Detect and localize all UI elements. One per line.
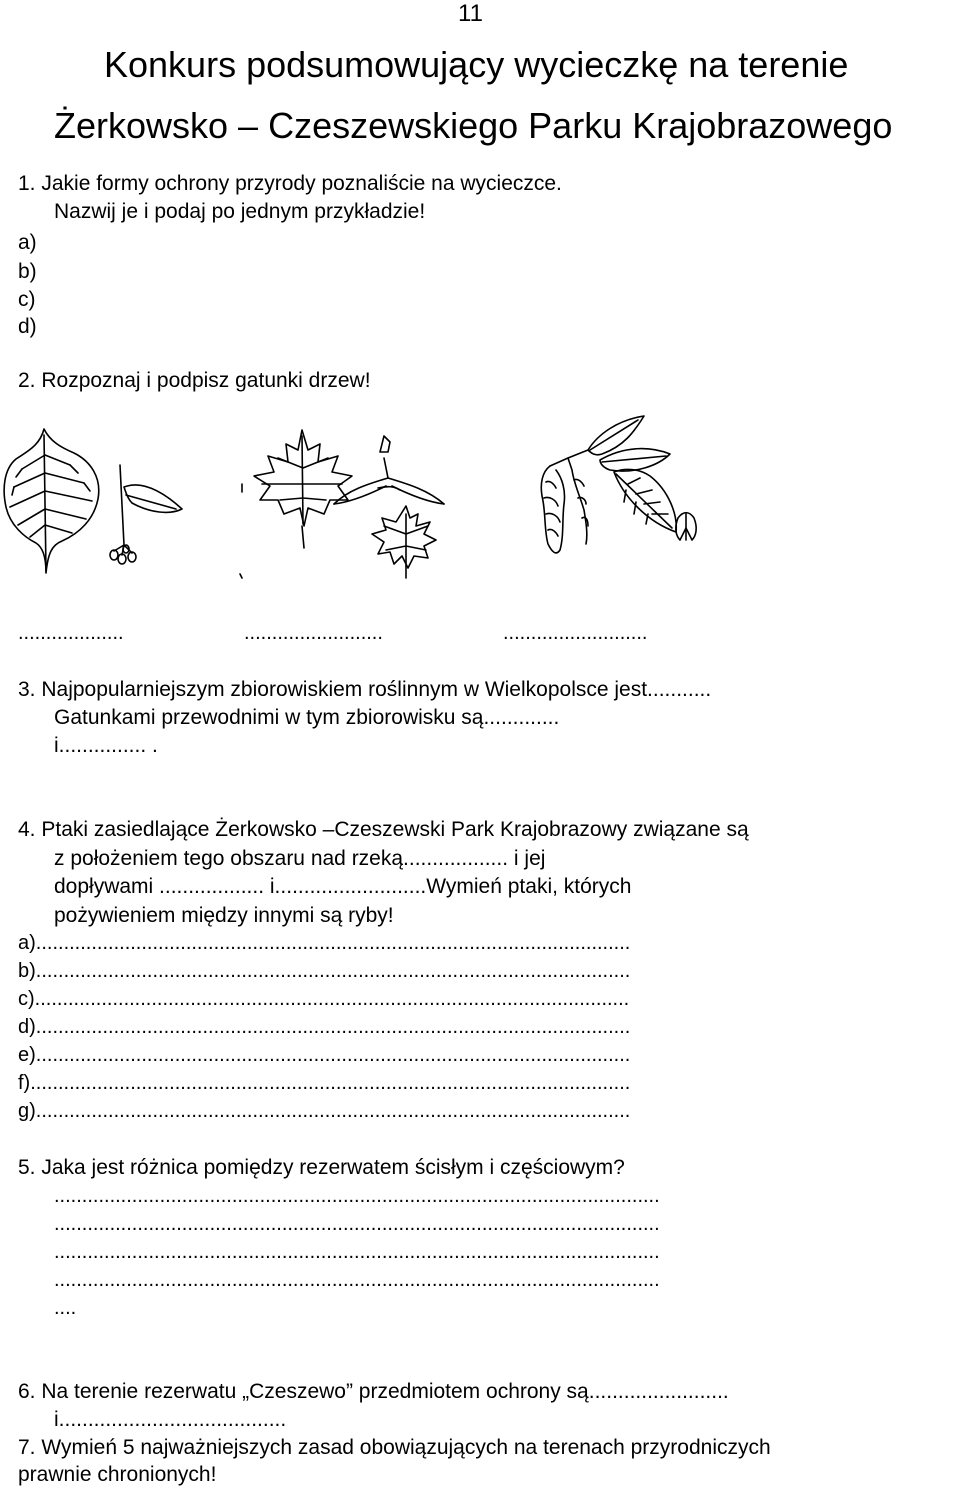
- q4-answer-e[interactable]: e)...........................................................................................................: [18, 1044, 631, 1066]
- question-5: 5. Jaka jest różnica pomiędzy rezerwatem ścisłym i częściowym?: [18, 1156, 625, 1179]
- q4-answer-b[interactable]: b)...........................................................................................................: [18, 960, 631, 982]
- q5-answer-line-5[interactable]: ....: [54, 1297, 77, 1319]
- maple-leaf-icon: [238, 428, 458, 583]
- question-4-line2: z położeniem tego obszaru nad rzeką.................. i jej: [54, 847, 546, 870]
- hornbeam-leaf-icon: [528, 410, 748, 570]
- q5-answer-line-3[interactable]: .............................................................................................................: [54, 1241, 660, 1263]
- page-title: Konkurs podsumowujący wycieczkę na terenie: [104, 44, 849, 85]
- q1-option-a: a): [18, 231, 37, 254]
- q4-answer-c[interactable]: c)...........................................................................................................: [18, 988, 630, 1010]
- question-6-line2[interactable]: i.......................................: [54, 1408, 287, 1431]
- q4-answer-a[interactable]: a)...........................................................................................................: [18, 932, 631, 954]
- question-4-line3: dopływami .................. i..........................Wymień ptaki, których: [54, 875, 632, 898]
- question-7: 7. Wymień 5 najważniejszych zasad obowiązujących na terenach przyrodniczych: [18, 1436, 771, 1459]
- tree-answer-blank-3[interactable]: ..........................: [503, 622, 648, 644]
- q4-answer-g[interactable]: g)...........................................................................................................: [18, 1100, 631, 1122]
- q5-answer-line-1[interactable]: .............................................................................................................: [54, 1185, 660, 1207]
- question-6: 6. Na terenie rezerwatu „Czeszewo” przedmiotem ochrony są........................: [18, 1380, 729, 1403]
- q5-answer-line-4[interactable]: .............................................................................................................: [54, 1269, 660, 1291]
- q1-option-d: d): [18, 315, 37, 338]
- question-1: 1. Jakie formy ochrony przyrody poznaliście na wycieczce.: [18, 172, 562, 195]
- question-2: 2. Rozpoznaj i podpisz gatunki drzew!: [18, 369, 371, 392]
- question-3-line3: i............... .: [54, 734, 158, 757]
- tree-answer-blank-1[interactable]: ...................: [18, 622, 124, 644]
- question-7-line2: prawnie chronionych!: [18, 1463, 217, 1486]
- question-3-line2: Gatunkami przewodnimi w tym zbiorowisku są.............: [54, 706, 560, 729]
- q1-option-c: c): [18, 288, 36, 311]
- q1-option-b: b): [18, 260, 37, 283]
- linden-leaf-icon: [0, 425, 200, 580]
- question-1-line2: Nazwij je i podaj po jednym przykładzie!: [54, 200, 426, 223]
- page-number: 11: [458, 0, 483, 27]
- q4-answer-d[interactable]: d)...........................................................................................................: [18, 1016, 631, 1038]
- page-title-line2: Żerkowsko – Czeszewskiego Parku Krajobrazowego: [54, 105, 893, 146]
- question-4: 4. Ptaki zasiedlające Żerkowsko –Czeszewski Park Krajobrazowy związane są: [18, 818, 749, 841]
- question-4-line4: pożywieniem między innymi są ryby!: [54, 904, 394, 927]
- question-3: 3. Najpopularniejszym zbiorowiskiem roślinnym w Wielkopolsce jest...........: [18, 678, 712, 701]
- tree-answer-blank-2[interactable]: .........................: [244, 622, 383, 644]
- q4-answer-f[interactable]: f)............................................................................................................: [18, 1072, 631, 1094]
- q5-answer-line-2[interactable]: .............................................................................................................: [54, 1213, 660, 1235]
